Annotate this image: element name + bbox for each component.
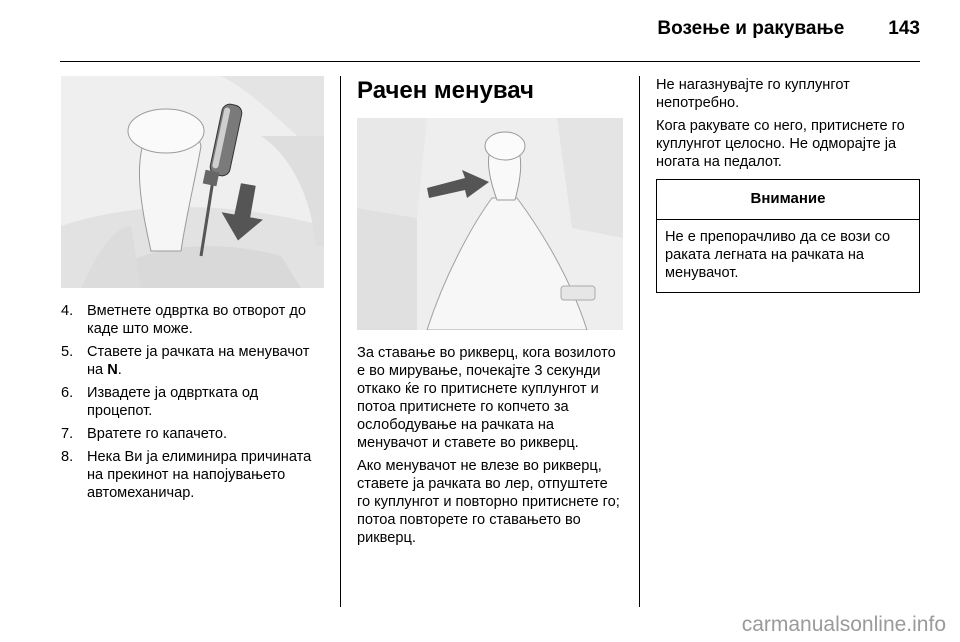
paragraph: Кога ракувате со него, притиснете го куплунгот целосно. Не одморајте ја ногата на педалот.: [656, 118, 905, 170]
notice-text: Не е препорачливо да се вози со раката легната на рачката на менувачот.: [665, 229, 891, 281]
list-item: 7. Вратете го капачето.: [61, 426, 228, 442]
right-column: [656, 76, 920, 293]
list-item: 8. Нека Ви ја елиминира причината на прекинот на напојувањето автомеханичар.: [61, 449, 312, 501]
paragraph: За ставање во рикверц, кога возилото е во мирување, почекајте 3 секунди откако ќе го притиснете куплунгот и потоа притиснете го копчето за ослободување на рачката на менувачот и ставете во рикверц.: [357, 345, 616, 451]
page-number: 143: [888, 18, 920, 39]
list-item: 6. Извадете ја одвртката од процепот.: [61, 385, 259, 419]
notice-title: Внимание: [657, 180, 919, 220]
left-column: [61, 76, 324, 507]
column-divider: [639, 76, 640, 607]
header-section-title: Возење и ракување: [657, 18, 845, 39]
list-item: 4. Вметнете одвртка во отворот до каде што може.: [61, 303, 306, 337]
paragraph: Не нагазнувајте го куплунгот непотребно.: [656, 77, 850, 111]
column-divider: [340, 76, 341, 607]
watermark: carmanualsonline.info: [741, 613, 946, 636]
header-rule: [60, 61, 920, 62]
paragraph: Ако менувачот не влезе во рикверц, ставете ја рачката во лер, отпуштете го куплунгот и повторно притиснете го; потоа повторете го ставањето во рикверц.: [357, 458, 620, 546]
list-item: 5. Ставете ја рачката на менувачот на N.: [61, 344, 310, 378]
gear-position-n: N: [107, 362, 118, 378]
page-header: [657, 18, 920, 40]
section-title: Рачен менувач: [357, 77, 534, 104]
screwdriver-gear-illustration: [61, 76, 324, 288]
middle-column: [357, 76, 623, 552]
manual-gear-lever-illustration: [357, 118, 623, 330]
notice-box: [656, 179, 920, 293]
gear-lever-illustration: [357, 118, 623, 330]
steps-list: [61, 302, 324, 502]
screwdriver-illustration: [61, 76, 324, 288]
